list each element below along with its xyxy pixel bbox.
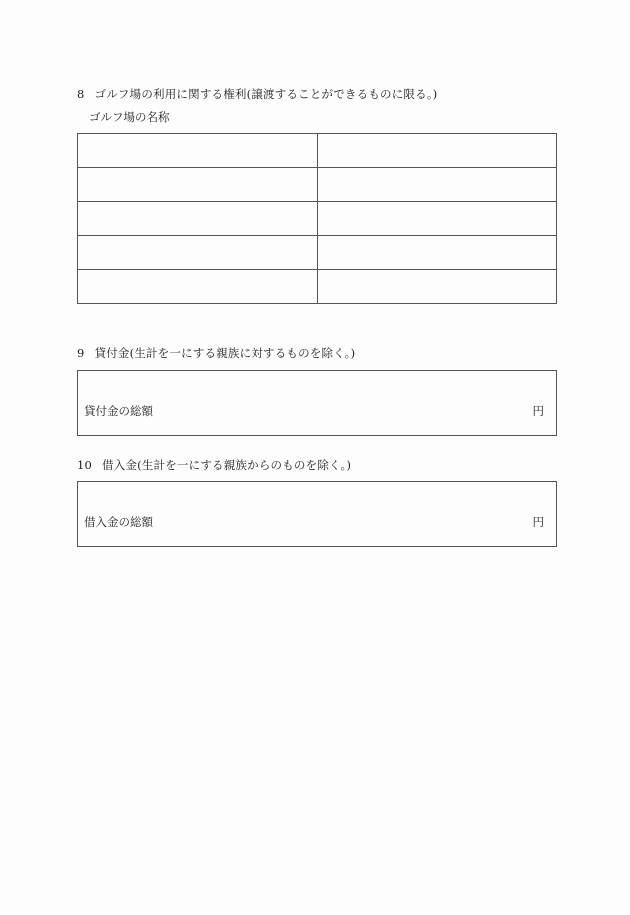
table-row [78,168,557,202]
table-cell[interactable] [317,168,557,202]
loan-receivable-total-label: 貸付金の総額 [84,404,153,418]
golf-course-name-label: ゴルフ場の名称 [89,110,170,124]
table-cell[interactable] [317,270,557,304]
section-9-heading [77,345,355,361]
table-cell[interactable] [317,202,557,236]
section-8-heading [77,86,437,102]
borrowings-box[interactable] [77,481,557,547]
golf-course-table [77,133,557,304]
table-cell[interactable] [78,270,318,304]
table-cell[interactable] [317,236,557,270]
table-row [78,236,557,270]
section-9-number: 9 [77,346,85,360]
loan-receivable-box[interactable] [77,370,557,436]
table-row [78,134,557,168]
borrowings-total-label: 借入金の総額 [84,515,153,529]
section-10-title: 借入金(生計を一にする親族からのものを除く。) [102,458,352,472]
table-cell[interactable] [78,202,318,236]
section-8-number: 8 [77,87,85,101]
section-10-heading [77,457,351,473]
table-cell[interactable] [317,134,557,168]
table-row [78,270,557,304]
yen-unit: 円 [532,404,544,418]
table-cell[interactable] [78,168,318,202]
section-9-title: 貸付金(生計を一にする親族に対するものを除く。) [94,346,356,360]
table-row [78,202,557,236]
yen-unit: 円 [532,515,544,529]
section-10-number: 10 [77,458,93,472]
table-cell[interactable] [78,236,318,270]
section-8-title: ゴルフ場の利用に関する権利(譲渡することができるものに限る。) [94,87,438,101]
table-cell[interactable] [78,134,318,168]
